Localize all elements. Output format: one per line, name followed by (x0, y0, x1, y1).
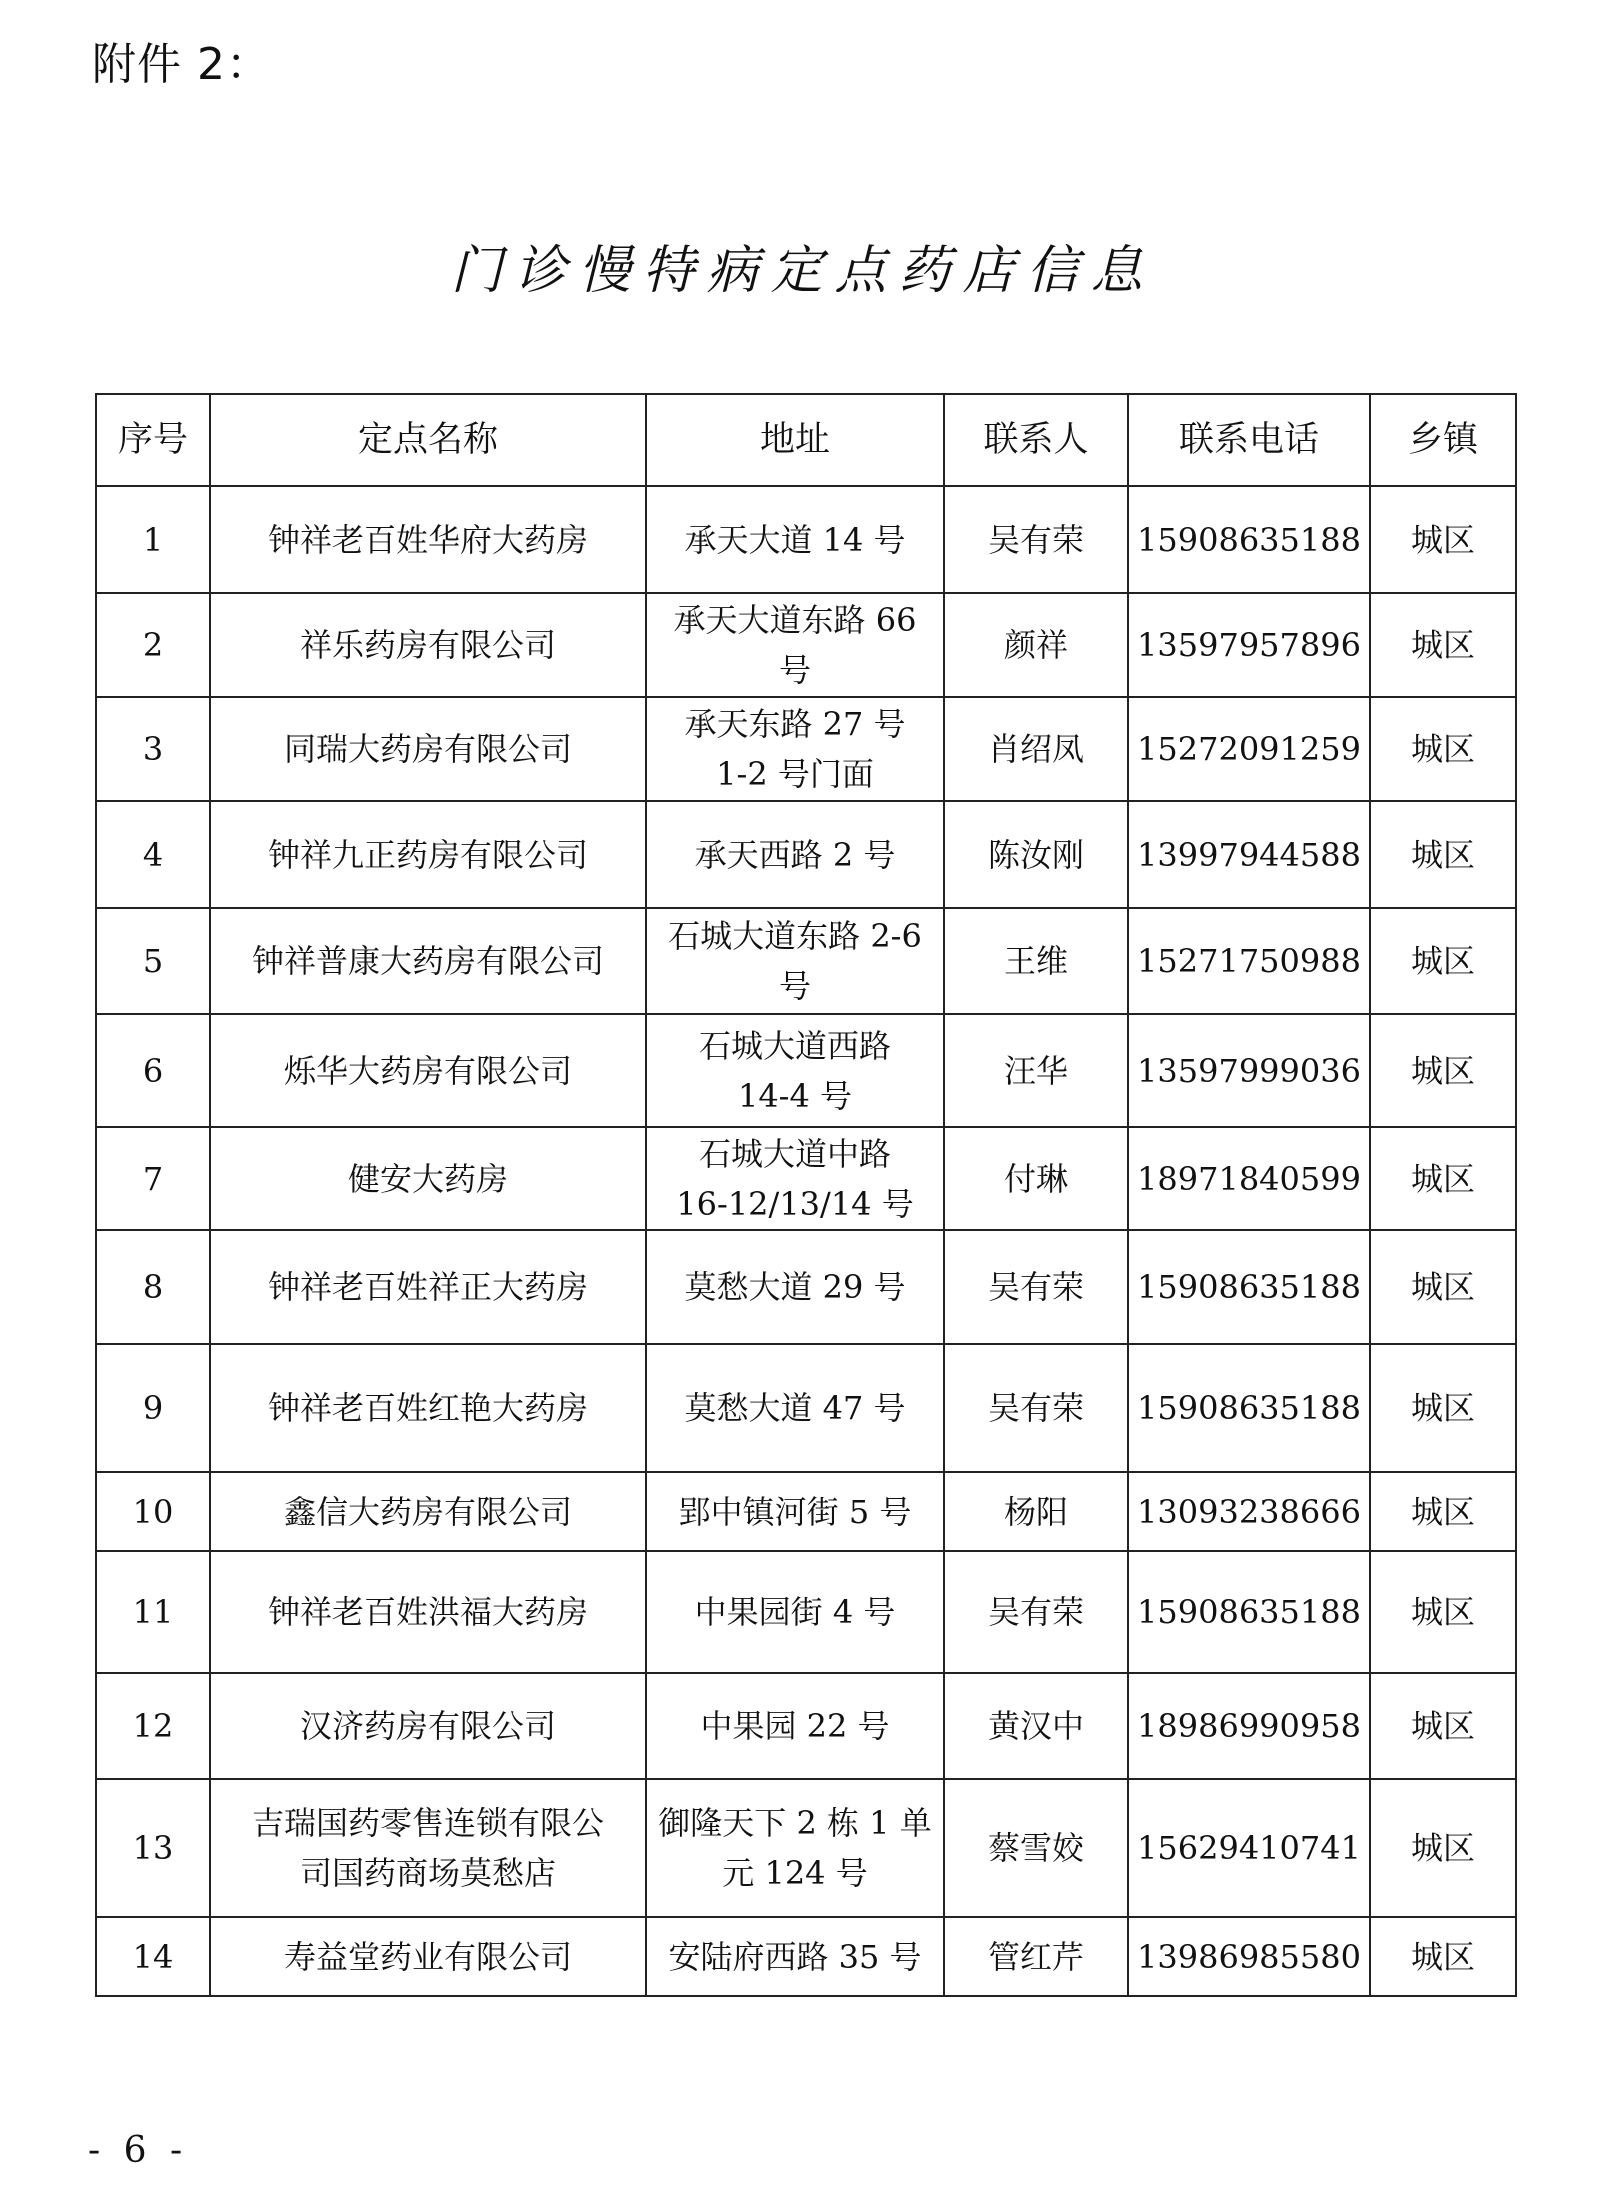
cell-phone: 15908635188 (1128, 1551, 1370, 1673)
cell-name-line: 钟祥老百姓洪福大药房 (267, 1593, 588, 1631)
document-title: 门诊慢特病定点药店信息 (450, 241, 1155, 301)
cell-name-line: 同瑞大药房有限公司 (283, 730, 572, 768)
cell-name (210, 486, 646, 593)
cell-address-line: 号 (778, 967, 811, 1005)
cell-address (646, 1230, 944, 1344)
table-row (96, 908, 1516, 1014)
cell-name-line: 祥乐药房有限公司 (299, 626, 556, 664)
cell-address-line: 号 (778, 651, 811, 689)
cell-town: 城区 (1370, 1344, 1516, 1472)
table-row (96, 1673, 1516, 1779)
cell-address (646, 1127, 944, 1230)
cell-phone: 13597999036 (1128, 1014, 1370, 1127)
cell-phone: 15272091259 (1128, 697, 1370, 801)
cell-address-line: 石城大道西路 (698, 1026, 891, 1065)
table-row (96, 1344, 1516, 1472)
cell-address (646, 1551, 944, 1673)
table-row (96, 486, 1516, 593)
cell-name-line: 寿益堂药业有限公司 (283, 1937, 572, 1976)
cell-address (646, 1673, 944, 1779)
cell-address (646, 801, 944, 908)
cell-phone: 13597957896 (1128, 593, 1370, 697)
cell-address (646, 1472, 944, 1551)
cell-no: 10 (96, 1472, 210, 1551)
table-row (96, 801, 1516, 908)
cell-contact: 黄汉中 (944, 1673, 1128, 1779)
cell-address-line: 承天大道东路 66 (673, 601, 917, 639)
cell-address-line: 莫愁大道 47 号 (684, 1389, 906, 1427)
cell-town: 城区 (1370, 486, 1516, 593)
cell-address-line: 石城大道中路 (698, 1134, 891, 1173)
cell-name (210, 1344, 646, 1472)
cell-no: 11 (96, 1551, 210, 1673)
cell-name-line: 烁华大药房有限公司 (283, 1051, 572, 1090)
cell-town: 城区 (1370, 1673, 1516, 1779)
cell-phone: 15271750988 (1128, 908, 1370, 1014)
cell-address-line: 莫愁大道 29 号 (684, 1268, 906, 1306)
table-body (96, 486, 1516, 1996)
cell-town: 城区 (1370, 1551, 1516, 1673)
cell-phone: 13986985580 (1128, 1917, 1370, 1996)
cell-contact: 陈汝刚 (944, 801, 1128, 908)
table-row (96, 1472, 1516, 1551)
cell-town: 城区 (1370, 1014, 1516, 1127)
cell-phone: 15908635188 (1128, 1344, 1370, 1472)
pharmacy-table (95, 393, 1517, 1997)
cell-address (646, 1779, 944, 1917)
cell-no: 13 (96, 1779, 210, 1917)
cell-town: 城区 (1370, 1127, 1516, 1230)
cell-address-line: 石城大道东路 2-6 (668, 917, 922, 955)
cell-contact: 颜祥 (944, 593, 1128, 697)
cell-name (210, 1472, 646, 1551)
cell-no: 14 (96, 1917, 210, 1996)
column-header-no: 序号 (96, 394, 210, 486)
cell-name-line: 司国药商场莫愁店 (299, 1854, 556, 1892)
cell-name (210, 1127, 646, 1230)
cell-address-line: 1-2 号门面 (716, 755, 874, 793)
cell-address (646, 697, 944, 801)
cell-no: 8 (96, 1230, 210, 1344)
cell-town: 城区 (1370, 1472, 1516, 1551)
cell-contact: 吴有荣 (944, 1551, 1128, 1673)
table-row (96, 1127, 1516, 1230)
cell-phone: 18986990958 (1128, 1673, 1370, 1779)
cell-contact: 吴有荣 (944, 1344, 1128, 1472)
cell-town: 城区 (1370, 1917, 1516, 1996)
cell-name-line: 吉瑞国药零售连锁有限公 (251, 1804, 604, 1842)
cell-name (210, 697, 646, 801)
cell-phone: 15629410741 (1128, 1779, 1370, 1917)
cell-no: 7 (96, 1127, 210, 1230)
column-header-name: 定点名称 (210, 394, 646, 486)
column-header-contact: 联系人 (944, 394, 1128, 486)
cell-contact: 付琳 (944, 1127, 1128, 1230)
cell-name-line: 鑫信大药房有限公司 (283, 1492, 572, 1531)
cell-name-line: 钟祥老百姓华府大药房 (267, 520, 588, 559)
table-row (96, 1230, 1516, 1344)
cell-name-line: 健安大药房 (347, 1159, 508, 1198)
table-row (96, 593, 1516, 697)
table-row (96, 697, 1516, 801)
cell-address-line: 郢中镇河街 5 号 (678, 1492, 912, 1531)
attachment-label: 附件 2： (92, 39, 271, 90)
cell-address (646, 486, 944, 593)
cell-name (210, 1917, 646, 1996)
cell-address-line: 元 124 号 (722, 1854, 868, 1892)
cell-town: 城区 (1370, 1779, 1516, 1917)
cell-contact: 王维 (944, 908, 1128, 1014)
page-number: - 6 - (88, 2130, 189, 2171)
cell-name (210, 1230, 646, 1344)
table-row (96, 1779, 1516, 1917)
column-header-phone: 联系电话 (1128, 394, 1370, 486)
cell-town: 城区 (1370, 801, 1516, 908)
cell-no: 6 (96, 1014, 210, 1127)
cell-phone: 15908635188 (1128, 1230, 1370, 1344)
cell-name (210, 593, 646, 697)
cell-name (210, 1673, 646, 1779)
table-row (96, 1917, 1516, 1996)
cell-name-line: 钟祥老百姓祥正大药房 (267, 1268, 588, 1306)
cell-name-line: 钟祥普康大药房有限公司 (251, 942, 604, 980)
cell-address (646, 1344, 944, 1472)
cell-address (646, 1917, 944, 1996)
cell-address (646, 908, 944, 1014)
cell-contact: 管红芹 (944, 1917, 1128, 1996)
column-header-address: 地址 (646, 394, 944, 486)
table-row (96, 1551, 1516, 1673)
cell-name (210, 1779, 646, 1917)
cell-name (210, 1551, 646, 1673)
cell-no: 2 (96, 593, 210, 697)
cell-address (646, 1014, 944, 1127)
cell-no: 9 (96, 1344, 210, 1472)
cell-address-line: 承天东路 27 号 (684, 705, 906, 743)
cell-address-line: 中果园街 4 号 (694, 1593, 896, 1631)
cell-no: 4 (96, 801, 210, 908)
cell-address-line: 安陆府西路 35 号 (668, 1937, 922, 1976)
table-row (96, 1014, 1516, 1127)
cell-phone: 15908635188 (1128, 486, 1370, 593)
table-header-row (96, 394, 1516, 486)
cell-town: 城区 (1370, 1230, 1516, 1344)
cell-address-line: 御隆天下 2 栋 1 单 (658, 1804, 932, 1842)
cell-contact: 吴有荣 (944, 486, 1128, 593)
cell-address-line: 承天大道 14 号 (684, 520, 906, 559)
cell-town: 城区 (1370, 697, 1516, 801)
cell-phone: 13093238666 (1128, 1472, 1370, 1551)
cell-address-line: 中果园 22 号 (700, 1707, 890, 1745)
cell-name-line: 汉济药房有限公司 (299, 1707, 556, 1745)
cell-no: 5 (96, 908, 210, 1014)
column-header-town: 乡镇 (1370, 394, 1516, 486)
cell-contact: 肖绍凤 (944, 697, 1128, 801)
cell-name-line: 钟祥九正药房有限公司 (267, 835, 588, 874)
cell-town: 城区 (1370, 593, 1516, 697)
cell-name-line: 钟祥老百姓红艳大药房 (267, 1389, 588, 1427)
cell-contact: 杨阳 (944, 1472, 1128, 1551)
cell-no: 3 (96, 697, 210, 801)
cell-phone: 13997944588 (1128, 801, 1370, 908)
cell-phone: 18971840599 (1128, 1127, 1370, 1230)
cell-name (210, 1014, 646, 1127)
cell-town: 城区 (1370, 908, 1516, 1014)
cell-address-line: 14-4 号 (737, 1076, 853, 1115)
cell-no: 1 (96, 486, 210, 593)
cell-contact: 吴有荣 (944, 1230, 1128, 1344)
cell-name (210, 801, 646, 908)
cell-contact: 汪华 (944, 1014, 1128, 1127)
cell-name (210, 908, 646, 1014)
cell-address (646, 593, 944, 697)
cell-address-line: 承天西路 2 号 (694, 835, 896, 874)
cell-address-line: 16-12/13/14 号 (676, 1184, 914, 1223)
cell-no: 12 (96, 1673, 210, 1779)
cell-contact: 蔡雪姣 (944, 1779, 1128, 1917)
